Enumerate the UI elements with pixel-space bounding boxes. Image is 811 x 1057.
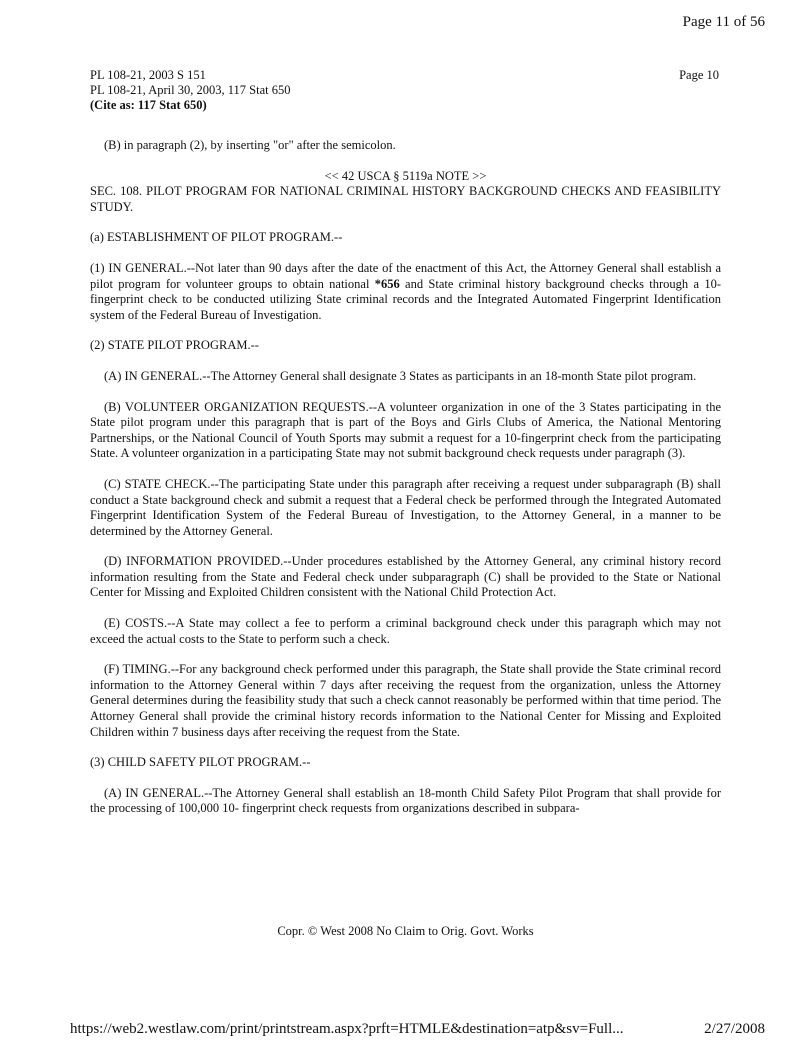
subparagraph-f: (F) TIMING.--For any background check performed under this paragraph, the State shall provide the State criminal record information to the Attorney General within 7 days after receiving the request from the organization, unless the Attorney General determines during the feasibility study that such a check cannot reasonably be performed within that time period. The Attorney General shall provide the criminal history records information to the National Center for Missing and Exploited Children within 7 business days after receiving the request from the State. xyxy=(90,662,721,739)
page-number: Page 11 of 56 xyxy=(682,14,765,30)
header-line-2: PL 108-21, April 30, 2003, 117 Stat 650 xyxy=(90,83,291,97)
usca-note: << 42 USCA § 5119a NOTE >> xyxy=(324,168,487,183)
document-header xyxy=(90,68,290,113)
paragraph-1-text-end: and State criminal history background checks through a 10-fingerprint check to be conducted utilizing State criminal records and the Integrated Automated Fingerprint Identification system of the Federal Bureau of Investigation. xyxy=(90,276,721,322)
footer-date: 2/27/2008 xyxy=(704,1021,765,1037)
footer-url-link[interactable]: https://web2.westlaw.com/print/printstream.aspx?prft=HTMLE&destination=atp&sv=Full... xyxy=(70,1021,624,1037)
header-line-1: PL 108-21, 2003 S 151 xyxy=(90,68,206,82)
subsection-a-heading: (a) ESTABLISHMENT OF PILOT PROGRAM.-- xyxy=(90,230,343,245)
document-body xyxy=(90,138,721,817)
subparagraph-a: (A) IN GENERAL.--The Attorney General shall designate 3 States as participants in an 18-month State pilot program. xyxy=(104,368,697,383)
subparagraph-e: (E) COSTS.--A State may collect a fee to perform a criminal background check under this paragraph which may not exceed the actual costs to the State to perform such a check. xyxy=(90,616,721,646)
paragraph-3-heading: (3) CHILD SAFETY PILOT PROGRAM.-- xyxy=(90,755,311,770)
paragraph-3-subparagraph-a: (A) IN GENERAL.--The Attorney General shall establish an 18-month Child Safety Pilot Program that shall provide for the processing of 100,000 10- fingerprint check requests from organizations described in subpara- xyxy=(90,785,721,816)
subparagraph-c: (C) STATE CHECK.--The participating State under this paragraph after receiving a request under subparagraph (B) shall conduct a State background check and submit a request that a Federal check be performed through the Integrated Automated Fingerprint Identification System of the Federal Bureau of Investigation, to the Attorney General, in a manner to be determined by the Attorney General. xyxy=(90,476,721,538)
paragraph-1-text-start: (1) IN GENERAL.--Not later than 90 days after the date of the enactment of this Act, the Attorney General shall establish a pilot program for volunteer groups to obtain national xyxy=(90,260,721,291)
section-heading: SEC. 108. PILOT PROGRAM FOR NATIONAL CRIMINAL HISTORY BACKGROUND CHECKS AND FEASIBILITY STUDY. xyxy=(90,184,721,214)
copyright-notice: Copr. © West 2008 No Claim to Orig. Govt. Works xyxy=(277,924,534,938)
subparagraph-d: (D) INFORMATION PROVIDED.--Under procedures established by the Attorney General, any criminal history record information resulting from the State and Federal check under subparagraph (C) shall be provided to the State or National Center for Missing and Exploited Children consistent with the National Child Protection Act. xyxy=(90,554,721,600)
header-cite: (Cite as: 117 Stat 650) xyxy=(90,98,207,112)
paragraph-1-in-general xyxy=(90,261,721,323)
paragraph-b-amendment: (B) in paragraph (2), by inserting "or" after the semicolon. xyxy=(104,138,396,152)
subparagraph-b: (B) VOLUNTEER ORGANIZATION REQUESTS.--A volunteer organization in one of the 3 States participating in the State pilot program under this paragraph that is part of the Boys and Girls Clubs of America, the National Mentoring Partnerships, or the National Council of Youth Sports may submit a request for a 10-fingerprint check from the participating State. A volunteer organization in a participating State may not submit background check requests under paragraph (3). xyxy=(90,399,721,461)
paragraph-2-heading: (2) STATE PILOT PROGRAM.-- xyxy=(90,338,259,353)
star-page-marker: *656 xyxy=(374,276,400,291)
header-page-label: Page 10 xyxy=(679,68,719,82)
